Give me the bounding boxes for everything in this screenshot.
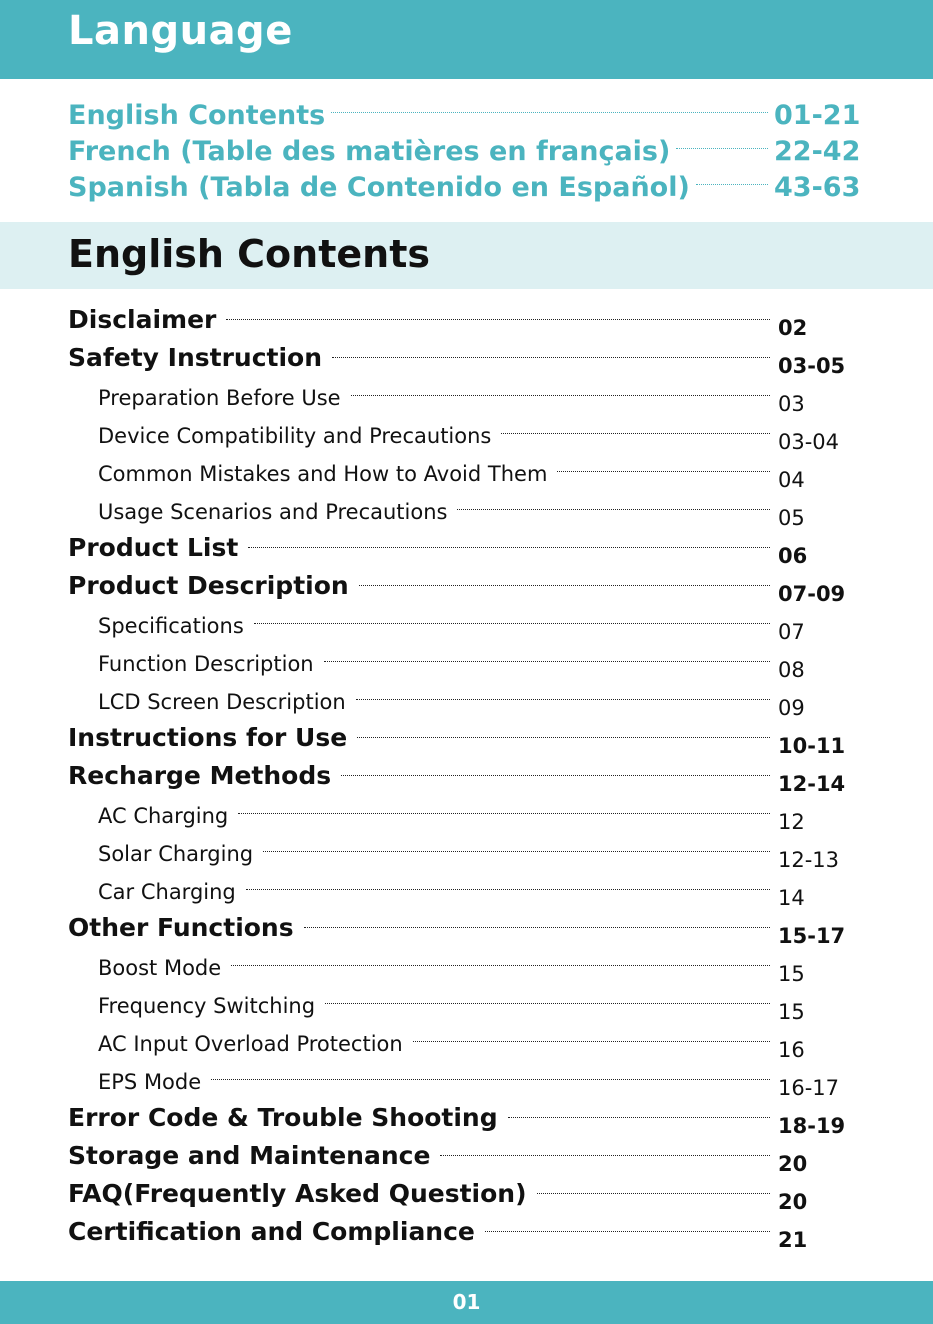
toc-entry-storage-and-maintenance[interactable] [0, 1132, 933, 1176]
toc-label: Safety Instruction [68, 343, 323, 372]
dot-leader [341, 774, 770, 776]
toc-pages: 16-17 [778, 1076, 840, 1100]
toc-pages: 07-09 [778, 582, 846, 606]
dot-leader [557, 470, 770, 472]
header-band [0, 0, 933, 79]
dot-leader [501, 432, 770, 434]
language-link-french[interactable] [68, 131, 861, 167]
toc-label: Recharge Methods [68, 761, 332, 790]
toc-label: Function Description [98, 652, 314, 676]
dot-leader [332, 356, 770, 358]
toc-entry-common-mistakes[interactable] [0, 448, 933, 492]
toc-pages: 15-17 [778, 924, 846, 948]
toc-label: Frequency Switching [98, 994, 316, 1018]
language-pages: 43-63 [774, 172, 861, 203]
toc-pages: 03-05 [778, 354, 846, 378]
toc-pages: 20 [778, 1152, 808, 1176]
dot-leader [676, 147, 768, 149]
toc-label: AC Input Overload Protection [98, 1032, 403, 1056]
page-number: 01 [452, 1290, 481, 1314]
toc-entry-specifications[interactable] [0, 600, 933, 644]
dot-leader [325, 1002, 770, 1004]
toc-entry-disclaimer[interactable] [0, 296, 933, 340]
toc-label: Device Compatibility and Precautions [98, 424, 492, 448]
dot-leader [238, 812, 770, 814]
dot-leader [324, 660, 770, 662]
dot-leader [413, 1040, 770, 1042]
toc-pages: 09 [778, 696, 805, 720]
toc-label: Specifications [98, 614, 244, 638]
toc-entry-ac-input-overload-protection[interactable] [0, 1018, 933, 1062]
toc-label: Disclaimer [68, 305, 217, 334]
toc-pages: 14 [778, 886, 805, 910]
footer-band [0, 1281, 933, 1324]
toc-entry-instructions-for-use[interactable] [0, 714, 933, 758]
toc-entry-preparation-before-use[interactable] [0, 372, 933, 416]
dot-leader [696, 183, 768, 185]
toc-pages: 18-19 [778, 1114, 846, 1138]
toc-label: Certification and Compliance [68, 1217, 475, 1246]
toc-label: Common Mistakes and How to Avoid Them [98, 462, 548, 486]
toc-entry-error-code[interactable] [0, 1094, 933, 1138]
toc-label: Usage Scenarios and Precautions [98, 500, 448, 524]
toc-pages: 06 [778, 544, 808, 568]
toc-label: LCD Screen Description [98, 690, 346, 714]
toc-pages: 10-11 [778, 734, 846, 758]
toc-pages: 08 [778, 658, 805, 682]
toc-pages: 12-13 [778, 848, 840, 872]
toc-entry-recharge-methods[interactable] [0, 752, 933, 796]
language-pages: 22-42 [774, 136, 861, 167]
toc-entry-car-charging[interactable] [0, 866, 933, 910]
toc-pages: 07 [778, 620, 805, 644]
dot-leader [457, 508, 770, 510]
toc-entry-device-compatibility[interactable] [0, 410, 933, 454]
toc-entry-eps-mode[interactable] [0, 1056, 933, 1100]
toc-label: Solar Charging [98, 842, 254, 866]
toc-label: Error Code & Trouble Shooting [68, 1103, 498, 1132]
toc-label: Preparation Before Use [98, 386, 341, 410]
toc-pages: 20 [778, 1190, 808, 1214]
toc-pages: 15 [778, 962, 805, 986]
dot-leader [508, 1116, 770, 1118]
toc-label: Boost Mode [98, 956, 222, 980]
toc-pages: 12-14 [778, 772, 846, 796]
toc-pages: 12 [778, 810, 805, 834]
dot-leader [351, 394, 770, 396]
toc-entry-boost-mode[interactable] [0, 942, 933, 986]
dot-leader [226, 318, 770, 320]
dot-leader [485, 1230, 770, 1232]
toc-pages: 21 [778, 1228, 808, 1252]
toc-pages: 03 [778, 392, 805, 416]
toc-pages: 04 [778, 468, 805, 492]
toc-label: EPS Mode [98, 1070, 202, 1094]
language-link-spanish[interactable] [68, 167, 861, 203]
dot-leader [231, 964, 770, 966]
dot-leader [254, 622, 770, 624]
toc-label: AC Charging [98, 804, 229, 828]
toc-pages: 16 [778, 1038, 805, 1062]
dot-leader [211, 1078, 770, 1080]
toc-entry-other-functions[interactable] [0, 904, 933, 948]
toc-label: Storage and Maintenance [68, 1141, 431, 1170]
toc-pages: 15 [778, 1000, 805, 1024]
toc-pages: 03-04 [778, 430, 840, 454]
dot-leader [304, 926, 770, 928]
toc-pages: 02 [778, 316, 808, 340]
toc-pages: 05 [778, 506, 805, 530]
dot-leader [246, 888, 770, 890]
toc-entry-product-description[interactable] [0, 562, 933, 606]
toc-entry-usage-scenarios[interactable] [0, 486, 933, 530]
header-title: Language [68, 8, 293, 54]
toc-label: FAQ(Frequently Asked Question) [68, 1179, 527, 1208]
dot-leader [537, 1192, 770, 1194]
dot-leader [356, 698, 770, 700]
dot-leader [359, 584, 770, 586]
dot-leader [248, 546, 770, 548]
language-label: Spanish (Tabla de Contenido en Español) [68, 172, 690, 203]
toc-entry-function-description[interactable] [0, 638, 933, 682]
dot-leader [357, 736, 770, 738]
language-label: English Contents [68, 100, 326, 131]
dot-leader [331, 111, 768, 113]
dot-leader [263, 850, 770, 852]
toc-label: Other Functions [68, 913, 294, 942]
toc-entry-faq[interactable] [0, 1170, 933, 1214]
language-label: French (Table des matières en français) [68, 136, 671, 167]
toc-label: Car Charging [98, 880, 236, 904]
toc-entry-ac-charging[interactable] [0, 790, 933, 834]
language-pages: 01-21 [774, 100, 861, 131]
toc-entry-product-list[interactable] [0, 524, 933, 568]
section-title: English Contents [68, 232, 430, 276]
toc-entry-lcd-screen-description[interactable] [0, 676, 933, 720]
language-link-english[interactable] [68, 95, 861, 131]
toc-entry-frequency-switching[interactable] [0, 980, 933, 1024]
dot-leader [440, 1154, 770, 1156]
section-band [0, 222, 933, 289]
toc-label: Instructions for Use [68, 723, 348, 752]
toc-label: Product List [68, 533, 239, 562]
toc-label: Product Description [68, 571, 349, 600]
toc-entry-safety-instruction[interactable] [0, 334, 933, 378]
toc-entry-solar-charging[interactable] [0, 828, 933, 872]
toc-entry-certification-and-compliance[interactable] [0, 1208, 933, 1252]
